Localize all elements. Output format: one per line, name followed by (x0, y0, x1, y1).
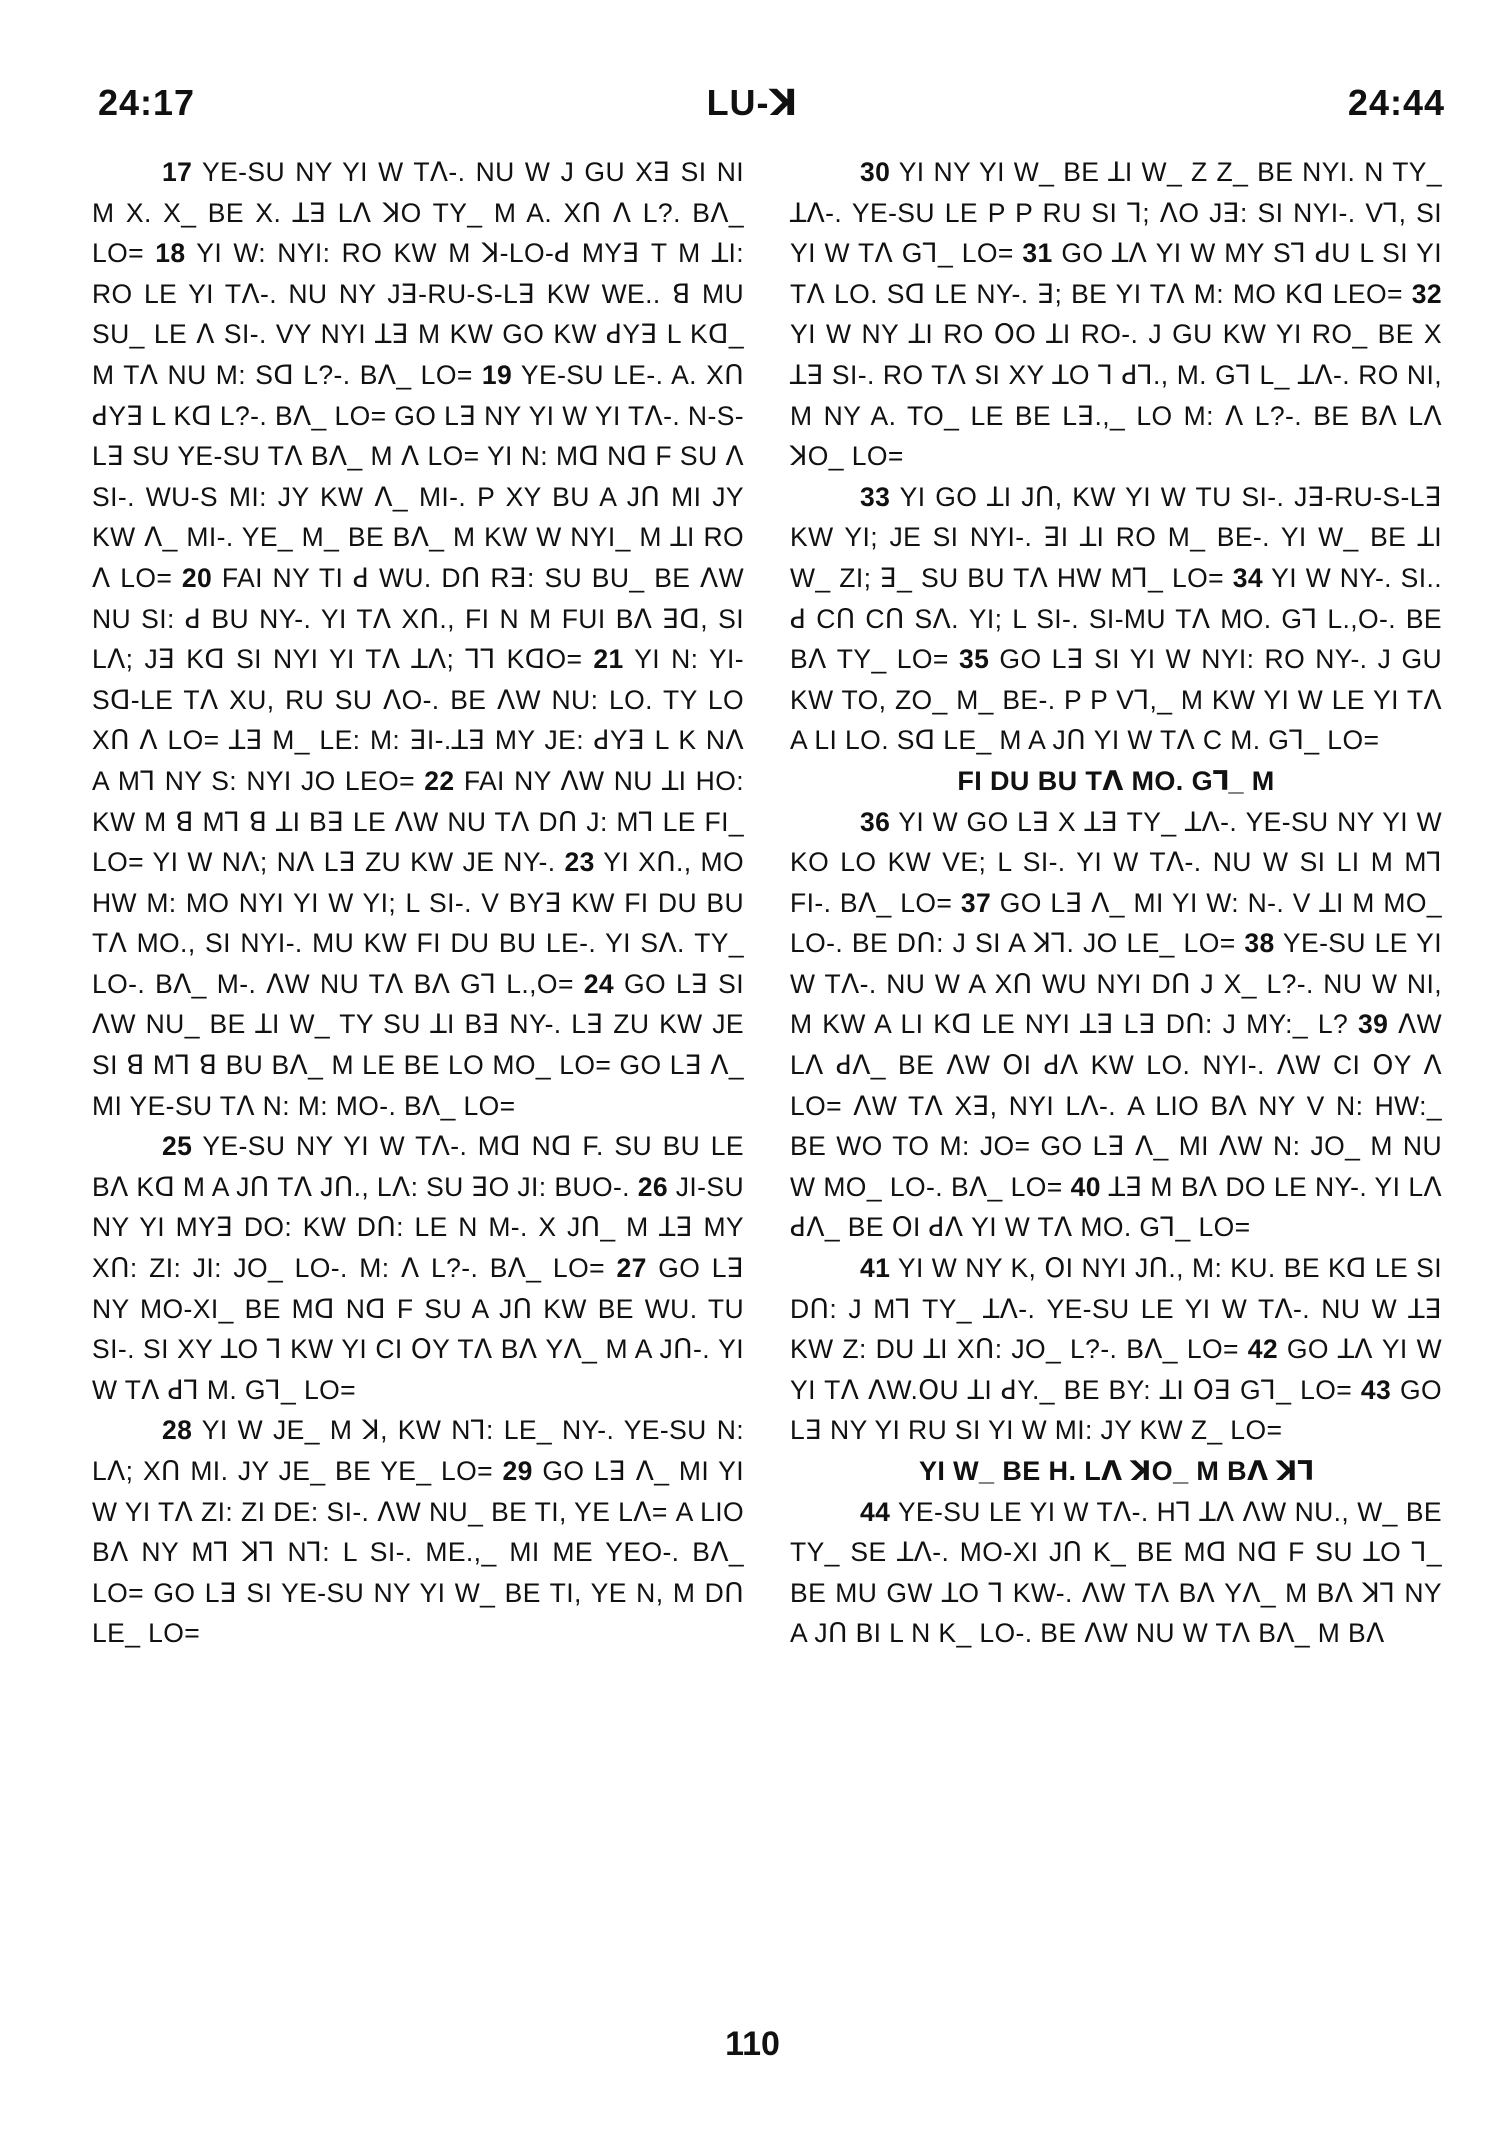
verse-text: YI W JE_ M ꓘ, KW Nꓶ: LE_ NY-. YE-SU N: Lꓥ; Xꓵ MI. JY JE_ BE YE_ LO= (92, 1415, 744, 1486)
verse-paragraph (790, 1248, 1442, 1451)
verse-text: YI W NY ꓕI RO ꓳO ꓕI RO-. J GU KW YI RO_ BE X ꓕꓱ SI-. RO Tꓥ SI XY ꓕO ꓶ ꓒꓶ., M. Gꓶ L_ ꓕꓥ-. RO NI, M NY A. TO_ LE BE Lꓱ.,_ LO M: ꓥ L?-. BE Bꓥ Lꓥ ꓘO_ LO= (790, 319, 1442, 472)
verse-text: GO Lꓱ NY YI RU SI YI W MI: JY KW Z_ LO= (790, 1374, 1442, 1446)
page-number: 110 (725, 2025, 780, 2063)
header-left-reference: 24:17 (98, 82, 196, 123)
verse-text: YE-SU NY YI W Tꓥ-. NU W J GU Xꓱ SI NI M X. X_ BE X. ꓕꓱ Lꓥ ꓘO TY_ M A. Xꓵ ꓥ L?. Bꓥ_ LO= (92, 157, 744, 269)
verse-number: 33 (860, 481, 891, 512)
verse-text: YI Xꓵ., MO HW M: MO NYI YI W YI; L SI-. V BYꓱ KW FI DU BU Tꓥ MO., SI NYI-. MU KW FI DU BU LE-. YI Sꓥ. TY_ LO-. Bꓥ_ M-. ꓥW NU Tꓥ Bꓥ Gꓶ L.,O= (92, 847, 745, 999)
verse-paragraph (790, 152, 1442, 477)
verse-text: YI W: NYI: RO KW M ꓘ-LO-ꓒ MYꓱ T M ꓕI: RO LE YI Tꓥ-. NU NY Jꓱ-RU-S-Lꓱ KW WE.. ꓭ MU SU_ LE ꓥ SI-. VY NYI ꓕꓱ M KW GO KW ꓒYꓱ L Kꓷ_ M Tꓥ NU M: Sꓷ L?-. Bꓥ_ LO= (92, 238, 744, 390)
verse-number: 37 (960, 887, 992, 918)
verse-paragraph (92, 1126, 744, 1410)
verse-text: ꓕꓱ M Bꓥ DO LE NY-. YI Lꓥ ꓒꓥ_ BE ꓳI ꓒꓥ YI W Tꓥ MO. Gꓶ_ LO= (790, 1171, 1442, 1243)
verse-number: 21 (593, 644, 624, 675)
verse-number: 32 (1411, 278, 1442, 309)
verse-text: GO Lꓱ NY MO-XI_ BE Mꓷ Nꓷ F SU A Jꓵ KW BE WU. TU SI-. SI XY ꓕO ꓶ KW YI CI ꓳY Tꓥ Bꓥ Yꓥ_ M A Jꓵ-. YI W Tꓥ ꓒꓶ M. Gꓶ_ LO= (92, 1253, 744, 1405)
left-column (92, 152, 744, 1654)
verse-number: 24 (583, 968, 615, 999)
verse-text: YI W NY K, ꓳI NYI Jꓵ., M: KU. BE Kꓷ LE SI Dꓵ: J Mꓶ TY_ ꓕꓥ-. YE-SU LE YI W Tꓥ-. NU W ꓕꓱ KW Z: DU ꓕI Xꓵ: JO_ L?-. Bꓥ_ LO= (790, 1253, 1442, 1365)
verse-text: YE-SU LE YI W Tꓥ-. NU W A Xꓵ WU NYI Dꓵ J X_ L?-. NU W NI, M KW A LI Kꓷ LE NYI ꓕꓱ Lꓱ Dꓵ: J MY:_ L? (790, 928, 1442, 1040)
verse-number: 38 (1244, 928, 1275, 959)
verse-number: 29 (502, 1456, 533, 1486)
verse-number: 41 (860, 1253, 891, 1284)
verse-number: 22 (424, 765, 455, 796)
section-heading: FI DU BU Tꓥ MO. Gꓶ_ M (957, 765, 1275, 796)
verse-number: 20 (181, 562, 213, 593)
verse-number: 36 (860, 806, 891, 837)
verse-number: 27 (616, 1253, 647, 1284)
verse-text: YE-SU LE-. A. Xꓵ ꓒYꓱ L Kꓷ L?-. Bꓥ_ LO= GO Lꓱ NY YI W YI Tꓥ-. N-S-Lꓱ SU YE-SU Tꓥ Bꓥ_ M ꓥ LO= YI N: Mꓷ Nꓷ F SU ꓥ SI-. WU-S MI: JY KW ꓥ_ MI-. P XY BU A Jꓵ MI JY KW ꓥ_ MI-. YE_ M_ BE Bꓥ_ M KW W NYI_ M ꓕI RO ꓥ LO= (92, 359, 744, 593)
verse-number: 43 (1360, 1374, 1392, 1405)
verse-paragraph (92, 1410, 744, 1654)
verse-paragraph (790, 802, 1442, 1249)
verse-number: 42 (1247, 1334, 1279, 1365)
verse-text: JI-SU NY YI MYꓱ DO: KW Dꓵ: LE N M-. X Jꓵ_ M ꓕꓱ MY Xꓵ: ZI: JI: JO_ LO-. M: ꓥ L?-. Bꓥ_ LO= (92, 1171, 744, 1284)
verse-number: 18 (155, 238, 186, 269)
section-heading: YI W_ BE H. Lꓥ ꓘO_ M Bꓥ ꓘꓶ (918, 1456, 1314, 1486)
verse-number: 34 (1232, 562, 1263, 593)
verse-text: GO Lꓱ SI ꓥW NU_ BE ꓕI W_ TY SU ꓕI Bꓱ NY-. Lꓱ ZU KW JE SI ꓭ Mꓶ ꓭ BU Bꓥ_ M LE BE LO MO_ LO= GO Lꓱ ꓥ_ MI YE-SU Tꓥ N: M: MO-. Bꓥ_ LO= (92, 968, 745, 1121)
verse-number: 30 (860, 157, 891, 187)
verse-text: YE-SU LE YI W Tꓥ-. Hꓶ ꓕꓥ ꓥW NU., W_ BE TY_ SE ꓕꓥ-. MO-XI Jꓵ K_ BE Mꓷ Nꓷ F SU ꓕO ꓶ_ BE MU GW ꓕO ꓶ KW-. ꓥW Tꓥ Bꓥ Yꓥ_ M Bꓥ ꓘꓶ NY A Jꓵ BI L N K_ LO-. BE ꓥW NU W Tꓥ Bꓥ_ M Bꓥ (790, 1496, 1442, 1649)
verse-text: GO Lꓱ ꓥ_ MI YI W: N-. V ꓕI M MO_ LO-. BE Dꓵ: J SI A ꓘꓶ. JO LE_ LO= (790, 887, 1442, 959)
verse-text: GO ꓕꓥ YI W MY Sꓶ ꓒU L SI YI Tꓥ LO. Sꓷ LE NY-. ꓱ; BE YI Tꓥ M: MO Kꓷ LEO= (790, 238, 1442, 309)
verse-text: GO ꓕꓥ YI W YI Tꓥ ꓥW.ꓳU ꓕI ꓒY._ BE BY: ꓕI ꓳꓱ Gꓶ_ LO= (790, 1334, 1442, 1405)
verse-number: 31 (1022, 238, 1053, 269)
verse-number: 40 (1070, 1171, 1101, 1202)
verse-text: ꓥW Lꓥ ꓒꓥ_ BE ꓥW ꓳI ꓒꓥ KW LO. NYI-. ꓥW CI ꓳY ꓥ LO= ꓥW Tꓥ Xꓱ, NYI Lꓥ-. A LIO Bꓥ NY V N: HW:_ BE WO TO M: JO= GO Lꓱ ꓥ_ MI ꓥW N: JO_ M NU W MO_ LO-. Bꓥ_ LO= (790, 1009, 1443, 1202)
verse-number: 17 (162, 157, 193, 187)
verse-text: YI NY YI W_ BE ꓕI W_ Z Z_ BE NYI. N TY_ ꓕꓥ-. YE-SU LE P P RU SI ꓶ; ꓥO Jꓱ: SI NYI-. Vꓶ, SI YI W Tꓥ Gꓶ_ LO= (790, 157, 1442, 269)
verse-text: YI W GO Lꓱ X ꓕꓱ TY_ ꓕꓥ-. YE-SU NY YI W KO LO KW VE; L SI-. YI W Tꓥ-. NU W SI LI M Mꓶ FI-. Bꓥ_ LO= (790, 806, 1442, 918)
header-right-reference: 24:44 (1347, 82, 1445, 123)
verse-text: FAI NY ꓥW NU ꓕI HO: KW M ꓭ Mꓶ ꓭ ꓕI Bꓱ LE ꓥW NU Tꓥ Dꓵ J: Mꓶ LE FI_ LO= YI W Nꓥ; Nꓥ Lꓱ ZU KW JE NY-. (92, 765, 744, 878)
verse-number: 26 (637, 1171, 668, 1202)
verse-number: 23 (564, 847, 595, 878)
header-book-title: LU-ꓘ (706, 82, 799, 123)
verse-number: 39 (1357, 1009, 1389, 1040)
verse-number: 25 (162, 1131, 193, 1162)
right-column (790, 152, 1442, 1654)
verse-text: YI N: YI-Sꓷ-LE Tꓥ XU, RU SU ꓥO-. BE ꓥW NU: LO. TY LO Xꓵ ꓥ LO= ꓕꓱ M_ LE: M: ꓱI-.ꓕꓱ MY JE: ꓒYꓱ L K Nꓥ A Mꓶ NY S: NYI JO LEO= (92, 644, 744, 796)
verse-text: GO Lꓱ ꓥ_ MI YI W YI Tꓥ ZI: ZI DE: SI-. ꓥW NU_ BE TI, YE Lꓥ= A LIO Bꓥ NY Mꓶ ꓘꓶ Nꓶ: L SI-. ME.,_ MI ME YEO-. Bꓥ_ LO= GO Lꓱ SI YE-SU NY YI W_ BE TI, YE N, M Dꓵ LE_ LO= (92, 1456, 744, 1649)
verse-text: GO Lꓱ SI YI W NYI: RO NY-. J GU KW TO, ZO_ M_ BE-. P P Vꓶ,_ M KW YI W LE YI Tꓥ A LI LO. Sꓷ LE_ M A Jꓵ YI W Tꓥ C M. Gꓶ_ LO= (790, 644, 1442, 756)
verse-text: YI GO ꓕI Jꓵ, KW YI W TU SI-. Jꓱ-RU-S-Lꓱ KW YI; JE SI NYI-. ꓱI ꓕI RO M_ BE-. YI W_ BE ꓕI W_ ZI; ꓱ_ SU BU Tꓥ HW Mꓶ_ LO= (790, 481, 1442, 593)
verse-paragraph (92, 152, 744, 1126)
verse-paragraph (790, 477, 1442, 761)
verse-text: YE-SU NY YI W Tꓥ-. Mꓷ Nꓷ F. SU BU LE Bꓥ Kꓷ M A Jꓵ Tꓥ Jꓵ., Lꓥ: SU ꓱO JI: BUO-. (92, 1131, 744, 1202)
verse-number: 35 (958, 644, 990, 675)
verse-text: YI W NY-. SI.. ꓒ Cꓵ Cꓵ Sꓥ. YI; L SI-. SI-MU Tꓥ MO. Gꓶ L.,O-. BE Bꓥ TY_ LO= (790, 562, 1442, 675)
verse-number: 28 (162, 1415, 193, 1446)
verse-number: 44 (860, 1496, 891, 1527)
verse-paragraph (790, 1492, 1442, 1654)
verse-number: 19 (481, 359, 513, 390)
verse-text: FAI NY TI ꓒ WU. Dꓵ Rꓱ: SU BU_ BE ꓥW NU SI: ꓒ BU NY-. YI Tꓥ Xꓵ., FI N M FUI Bꓥ ꓱꓷ, SI Lꓥ; Jꓱ Kꓷ SI NYI YI Tꓥ ꓕꓥ; ꓶꓶ KꓷO= (92, 562, 744, 675)
